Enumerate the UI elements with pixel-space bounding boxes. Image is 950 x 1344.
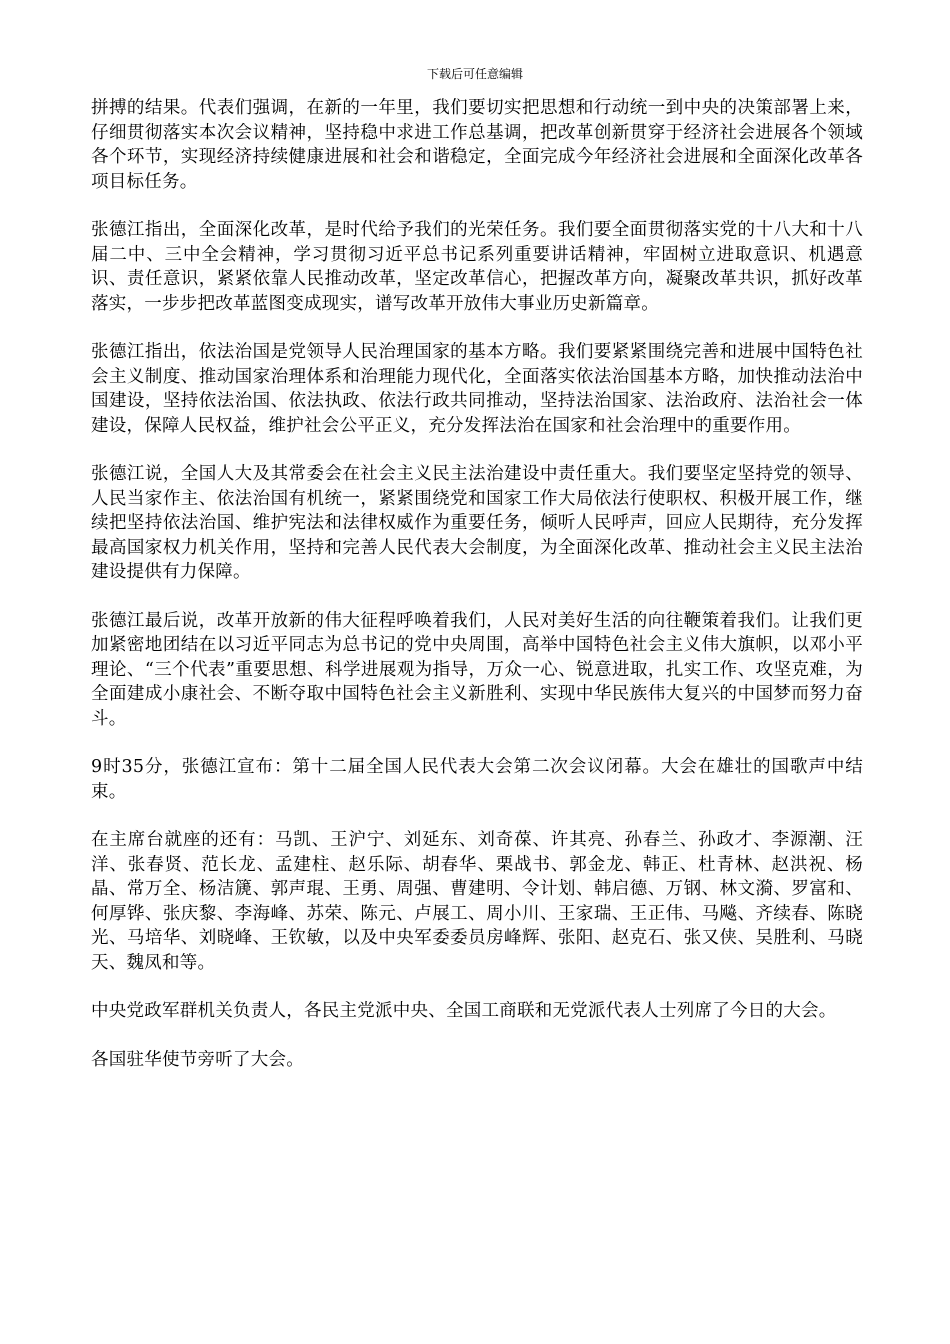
paragraph-diplomats: 各国驻华使节旁听了大会。 (91, 1049, 304, 1070)
paragraph-reform: 张德江指出，全面深化改革，是时代给予我们的光荣任务。我们要全面贯彻落实党的十八大和十八届二中、三中全会精神，学习贯彻习近平总书记系列重要讲话精神，牢固树立进取意识、机遇意识、责任意识，紧紧依靠人民推动改革，坚定改革信心，把握改革方向，凝聚改革共识，抓好改革落实，一步步把改革蓝图变成现实，谱写改革开放伟大事业历史新篇章。 (91, 220, 863, 314)
paragraph-observers: 中央党政军群机关负责人，各民主党派中央、全国工商联和无党派代表人士列席了今日的大会。 (91, 1001, 837, 1021)
paragraph-summary: 拼搏的结果。代表们强调，在新的一年里，我们要切实把思想和行动统一到中央的决策部署上来，仔细贯彻落实本次会议精神，坚持稳中求进工作总基调，把改革创新贯穿于经济社会进展各个领域各个环节，实现经济持续健康进展和社会和谐稳定，全面完成今年经济社会进展和全面深化改革各项目标任务。 (91, 98, 863, 192)
paragraph-session-closing: 9时35分，张德江宣布：第十二届全国人民代表大会第二次会议闭幕。大会在雄壮的国歌声中结束。 (91, 757, 863, 802)
paragraph-npc-responsibility: 张德江说，全国人大及其常委会在社会主义民主法治建设中责任重大。我们要坚定坚持党的领导、人民当家作主、依法治国有机统一，紧紧围绕党和国家工作大局依法行使职权、积极开展工作，继续把坚持依法治国、维护宪法和法律权威作为重要任务，倾听人民呼声，回应人民期待，充分发挥最高国家权力机关作用，坚持和完善人民代表大会制度，为全面深化改革、推动社会主义民主法治建设提供有力保障。 (91, 464, 863, 582)
paragraph-rule-of-law: 张德江指出，依法治国是党领导人民治理国家的基本方略。我们要紧紧围绕完善和进展中国特色社会主义制度、推动国家治理体系和治理能力现代化，全面落实依法治国基本方略，加快推动法治中国建设，坚持依法治国、依法执政、依法行政共同推动，坚持法治国家、法治政府、法治社会一体建设，保障人民权益，维护社会公平正义，充分发挥法治在国家和社会治理中的重要作用。 (91, 342, 863, 436)
paragraph-closing-remarks: 张德江最后说，改革开放新的伟大征程呼唤着我们，人民对美好生活的向往鞭策着我们。让我们更加紧密地团结在以习近平同志为总书记的党中央周围，高举中国特色社会主义伟大旗帜，以邓小平理论、“三个代表”重要思想、科学进展观为指导，万众一心、锐意进取，扎实工作、攻坚克难，为全面建成小康社会、不断夺取中国特色社会主义新胜利、实现中华民族伟大复兴的中国梦而努力奋斗。 (91, 610, 863, 729)
paragraph-attendees: 在主席台就座的还有：马凯、王沪宁、刘延东、刘奇葆、许其亮、孙春兰、孙政才、李源潮、汪洋、张春贤、范长龙、孟建柱、赵乐际、胡春华、栗战书、郭金龙、韩正、杜青林、赵洪祝、杨晶、常万全、杨洁篪、郭声琨、王勇、周强、曹建明、令计划、韩启德、万钢、林文漪、罗富和、何厚铧、张庆黎、李海峰、苏荣、陈元、卢展工、周小川、王家瑞、王正伟、马飚、齐续春、陈晓光、马培华、刘晓峰、王钦敏，以及中央军委委员房峰辉、张阳、赵克石、张又侠、吴胜利、马晓天、魏凤和等。 (91, 830, 863, 973)
header-note: 下载后可任意编辑 (426, 67, 523, 81)
document-body (91, 96, 863, 1096)
